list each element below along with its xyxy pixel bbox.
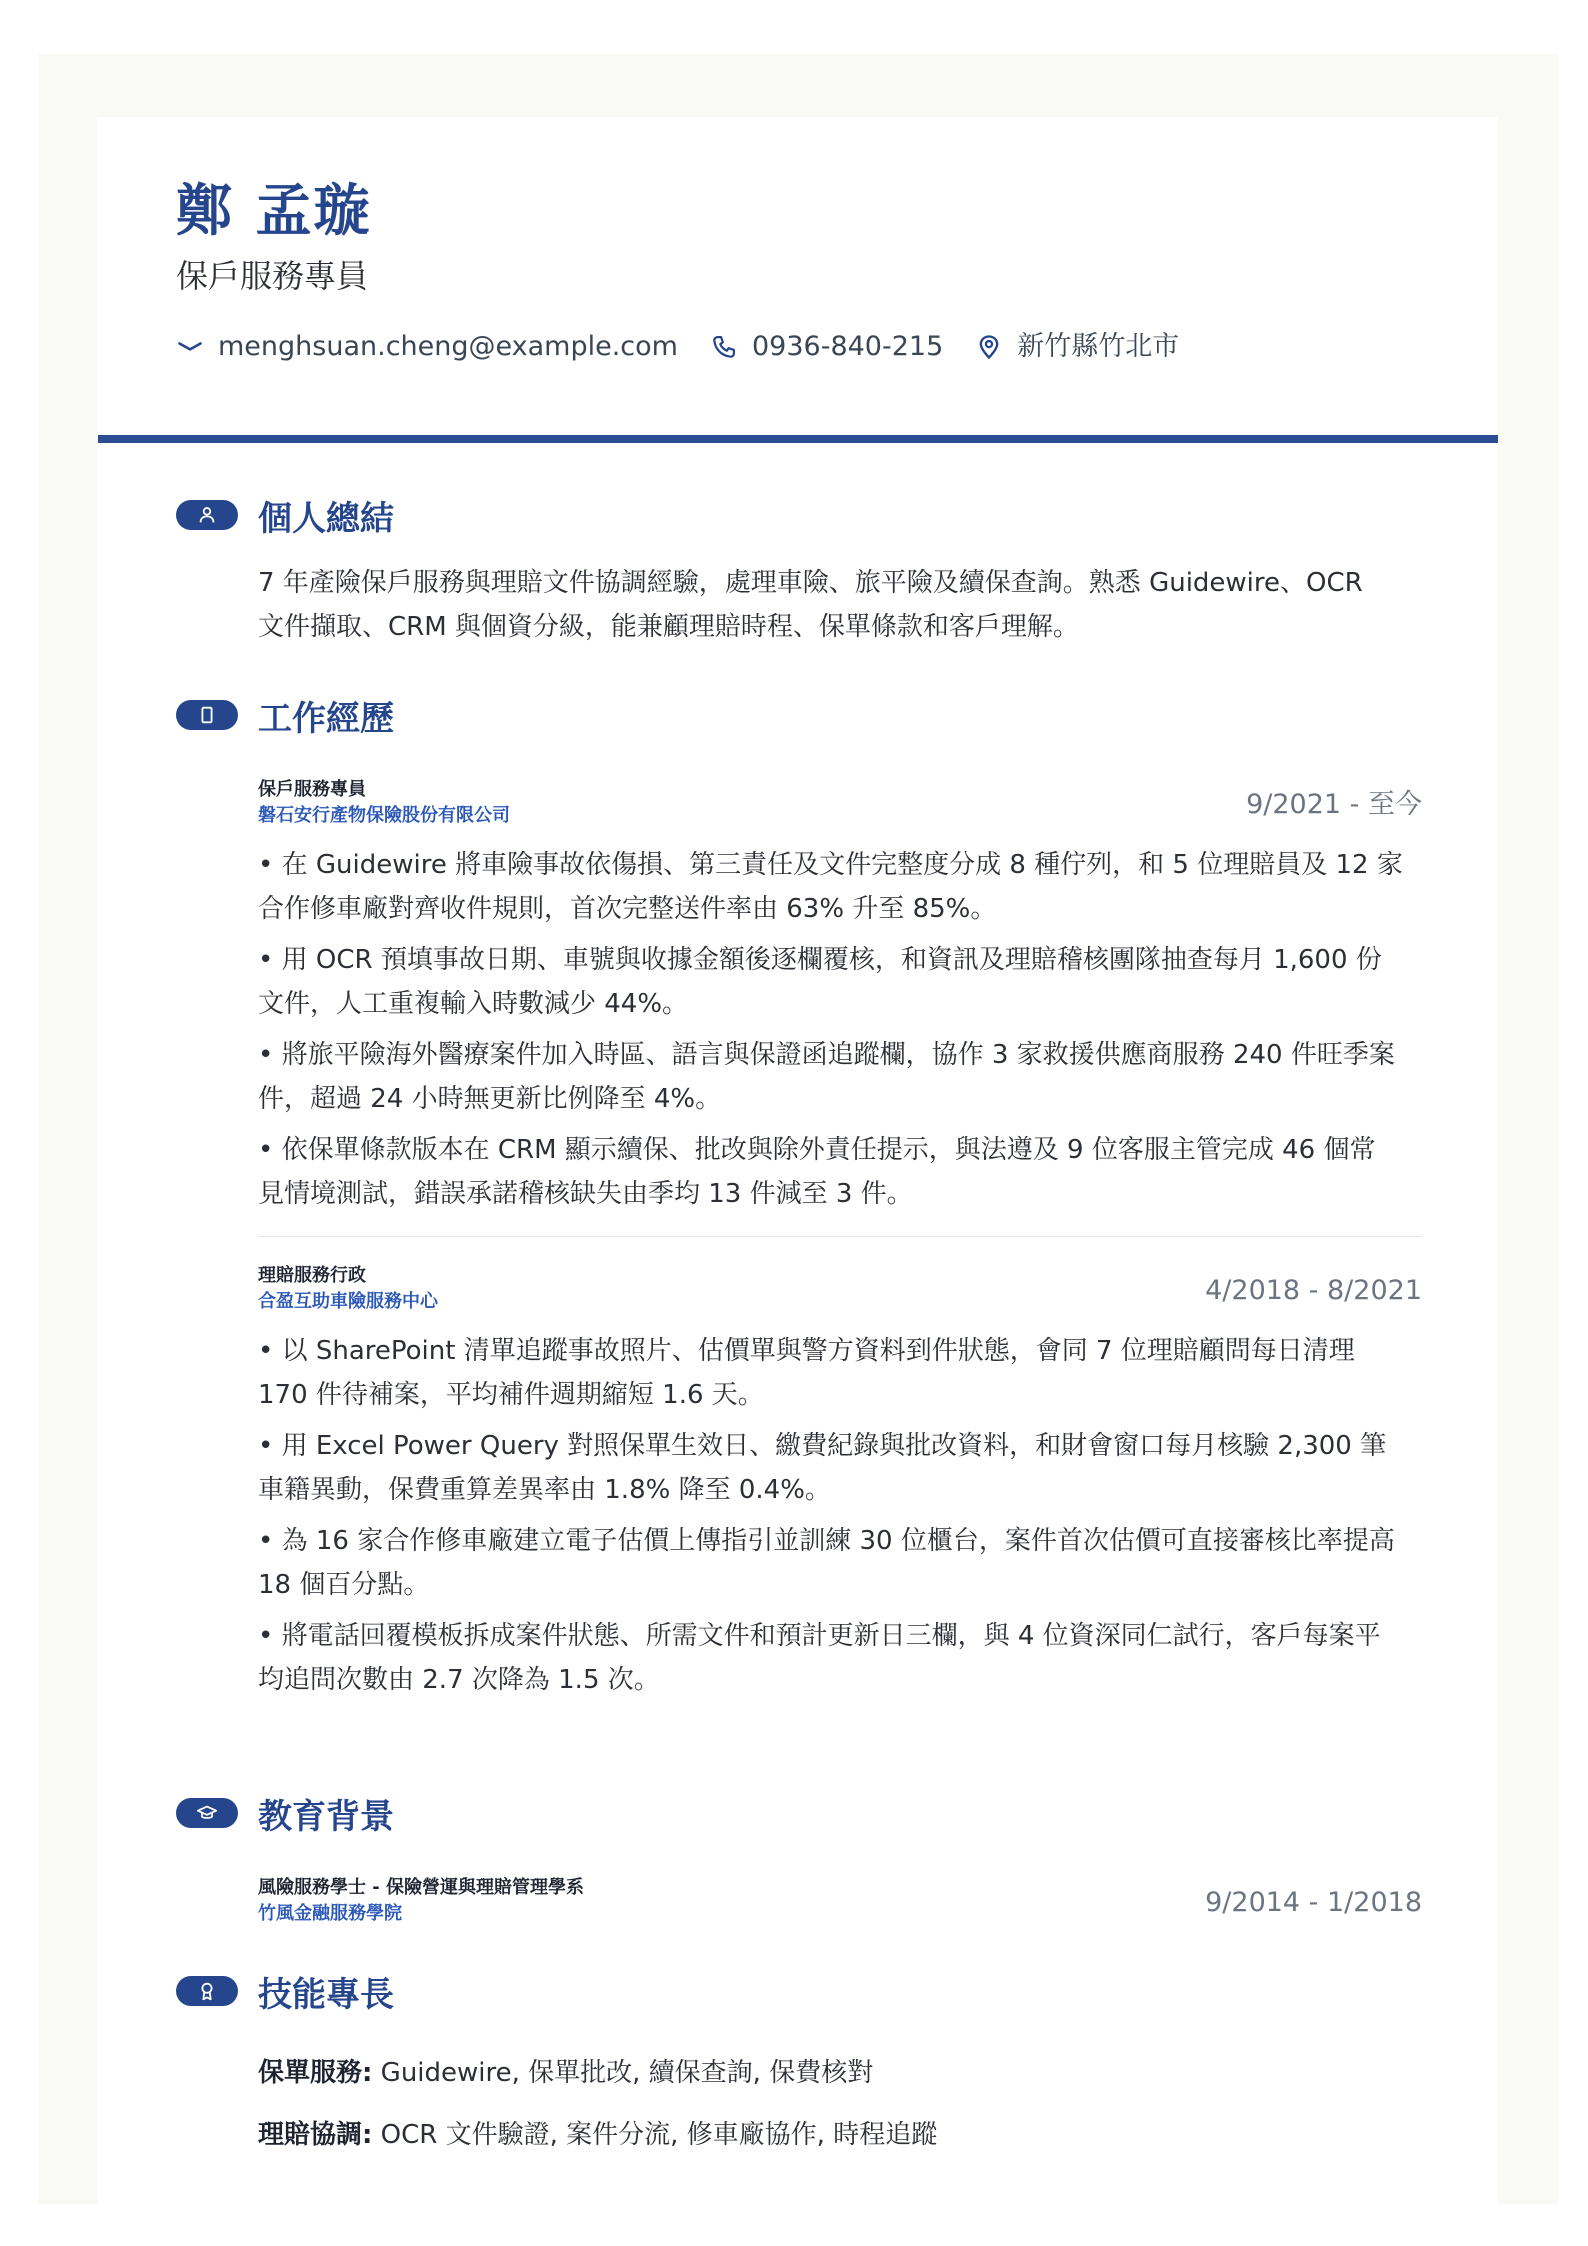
- summary-line: 文件擷取、CRM 與個資分級，能兼顧理賠時程、保單條款和客戶理解。: [258, 612, 1079, 642]
- job-date: 9/2021 - 至今: [1246, 789, 1422, 820]
- location-pin-icon: [975, 333, 1003, 361]
- job-bullet: • 以 SharePoint 清單追蹤事故照片、估價單與警方資料到件狀態，會同 7 位理賠顧問每日清理 170 件待補案，平均補件週期縮短 1.6 天。: [258, 1336, 1355, 1410]
- location-text: 新竹縣竹北市: [1017, 331, 1180, 362]
- skill-value: OCR 文件驗證, 案件分流, 修車廠協作, 時程追蹤: [372, 2120, 938, 2150]
- job-bullet: • 為 16 家合作修車廠建立電子估價上傳指引並訓練 30 位櫃台，案件首次估價可直接審核比率提高 18 個百分點。: [258, 1526, 1395, 1600]
- job-bullet: • 在 Guidewire 將車險事故依傷損、第三責任及文件完整度分成 8 種佇列，和 5 位理賠員及 12 家 合作修車廠對齊收件規則，首次完整送件率由 63% 升至 85%。: [258, 850, 1403, 924]
- email-icon: [176, 333, 204, 361]
- job-title: 理賠服務行政: [258, 1265, 366, 1286]
- education-section: [176, 1789, 1422, 1927]
- skills-title: 技能專長: [258, 1974, 394, 2015]
- job-bullet: • 用 Excel Power Query 對照保單生效日、繳費紀錄與批改資料，和財會窗口每月核驗 2,300 筆 車籍異動，保費重算差異率由 1.8% 降至 0.4%。: [258, 1431, 1387, 1505]
- graduation-cap-icon: [176, 1798, 238, 1828]
- skill-label: 理賠協調:: [258, 2120, 373, 2150]
- briefcase-icon: [176, 700, 238, 730]
- candidate-role: 保戶服務專員: [176, 257, 369, 295]
- header-divider: [98, 435, 1498, 443]
- education-title: 教育背景: [258, 1796, 394, 1837]
- job-date: 4/2018 - 8/2021: [1205, 1275, 1422, 1306]
- contact-row: [176, 327, 1420, 367]
- job-separator: [258, 1236, 1422, 1237]
- skill-row: [258, 2053, 1422, 2093]
- job-bullet: • 用 OCR 預填事故日期、車號與收據金額後逐欄覆核，和資訊及理賠稽核團隊抽查每月 1,600 份 文件，人工重複輸入時數減少 44%。: [258, 945, 1382, 1019]
- phone-text: 0936-840-215: [751, 331, 944, 362]
- job-entry: [258, 777, 1422, 1216]
- education-date: 9/2014 - 1/2018: [1205, 1887, 1422, 1918]
- job-company: 磐石安行產物保險股份有限公司: [258, 805, 510, 826]
- resume-page: [98, 117, 1498, 2246]
- summary-line: 7 年產險保戶服務與理賠文件協調經驗，處理車險、旅平險及續保查詢。熟悉 Guidewire、OCR: [258, 568, 1363, 598]
- skill-label: 保單服務:: [258, 2058, 373, 2088]
- award-badge-icon: [176, 1976, 238, 2006]
- summary-text: [258, 561, 1422, 649]
- experience-section: [176, 691, 1422, 1709]
- summary-section: [176, 491, 1422, 649]
- job-bullet: • 將電話回覆模板拆成案件狀態、所需文件和預計更新日三欄，與 4 位資深同仁試行，客戶每案平 均追問次數由 2.7 次降為 1.5 次。: [258, 1621, 1381, 1695]
- job-bullets: [258, 843, 1422, 1216]
- contact-location: [975, 327, 1179, 367]
- skill-value: Guidewire, 保單批改, 續保查詢, 保費核對: [372, 2058, 874, 2088]
- job-title: 保戶服務專員: [258, 779, 366, 800]
- school: 竹風金融服務學院: [258, 1903, 402, 1924]
- experience-title: 工作經歷: [258, 698, 394, 739]
- job-bullet: • 依保單條款版本在 CRM 顯示續保、批改與除外責任提示，與法遵及 9 位客服主管完成 46 個常 見情境測試，錯誤承諾稽核缺失由季均 13 件減至 3 件。: [258, 1135, 1376, 1209]
- job-bullet: • 將旅平險海外醫療案件加入時區、語言與保證函追蹤欄，協作 3 家救援供應商服務 240 件旺季案 件，超過 24 小時無更新比例降至 4%。: [258, 1040, 1395, 1114]
- contact-email[interactable]: [176, 327, 678, 367]
- skills-section: [176, 1967, 1422, 2177]
- degree: 風險服務學士 - 保險營運與理賠管理學系: [258, 1877, 585, 1898]
- skill-row: [258, 2115, 1422, 2155]
- candidate-name: 鄭 孟璇: [176, 179, 372, 244]
- phone-icon: [710, 333, 738, 361]
- summary-title: 個人總結: [258, 498, 394, 539]
- contact-phone[interactable]: [710, 327, 943, 367]
- person-icon: [176, 500, 238, 530]
- education-entry: [258, 1875, 1422, 1927]
- job-company: 合盈互助車險服務中心: [258, 1291, 438, 1312]
- resume-header: [176, 177, 1420, 367]
- job-bullets: [258, 1329, 1422, 1702]
- email-text: menghsuan.cheng@example.com: [218, 331, 678, 362]
- job-entry: [258, 1263, 1422, 1702]
